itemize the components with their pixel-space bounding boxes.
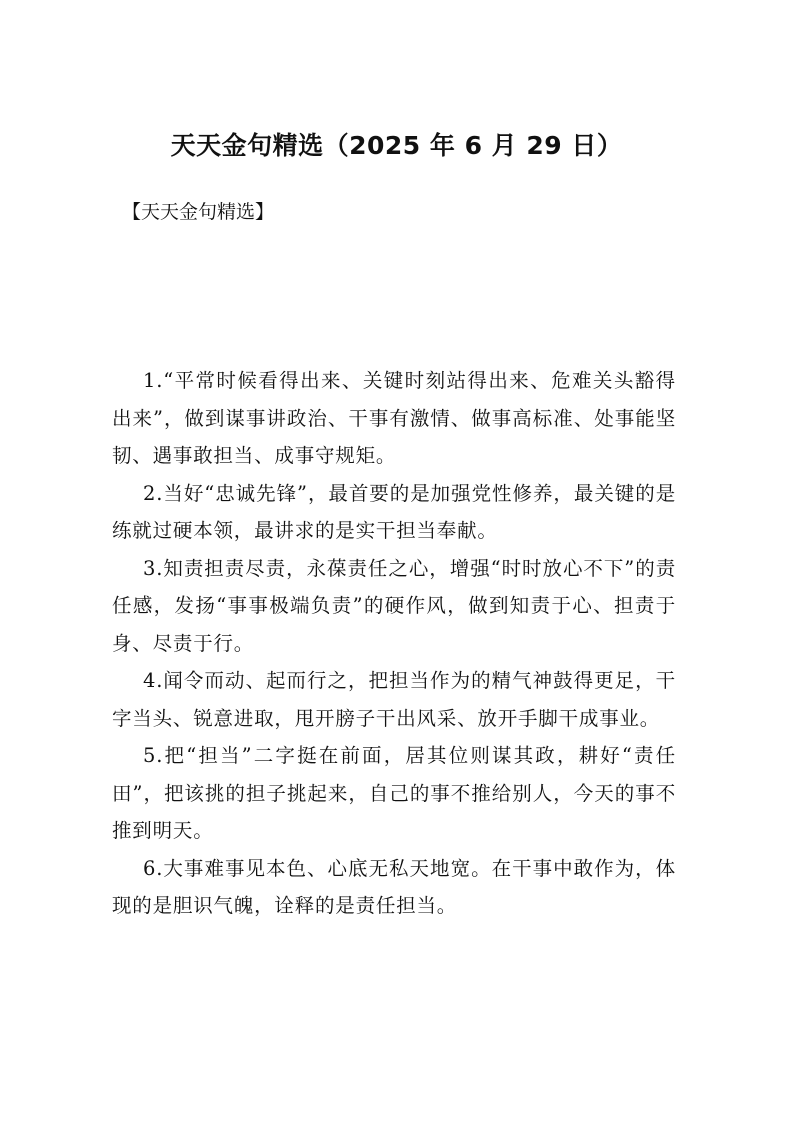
- quote-item-2: 2.当好“忠诚先锋”，最首要的是加强党性修养，最关键的是练就过硬本领，最讲求的是实干担当奉献。: [112, 481, 676, 542]
- quote-item-3: 3.知责担责尽责，永葆责任之心，增强“时时放心不下”的责任感，发扬“事事极端负责”的硬作风，做到知责于心、担责于身、尽责于行。: [112, 556, 676, 655]
- document-title: 天天金句精选（2025 年 6 月 29 日）: [170, 131, 623, 160]
- quote-item-6: 6.大事难事见本色、心底无私天地宽。在干事中敢作为，体现的是胆识气魄，诠释的是责任担当。: [112, 856, 676, 917]
- quote-item-5: 5.把“担当”二字挺在前面，居其位则谋其政，耕好“责任田”，把该挑的担子挑起来，自己的事不推给别人，今天的事不推到明天。: [112, 744, 676, 842]
- quote-item-1: 1.“平常时候看得出来、关键时刻站得出来、危难关头豁得出来”，做到谋事讲政治、干事有激情、做事高标准、处事能坚韧、遇事敢担当、成事守规矩。: [112, 369, 676, 467]
- section-label: 【天天金句精选】: [122, 201, 275, 223]
- quote-item-4: 4.闻令而动、起而行之，把担当作为的精气神鼓得更足，干字当头、锐意进取，甩开膀子干出风采、放开手脚干成事业。: [112, 669, 676, 730]
- quote-list: [112, 362, 676, 925]
